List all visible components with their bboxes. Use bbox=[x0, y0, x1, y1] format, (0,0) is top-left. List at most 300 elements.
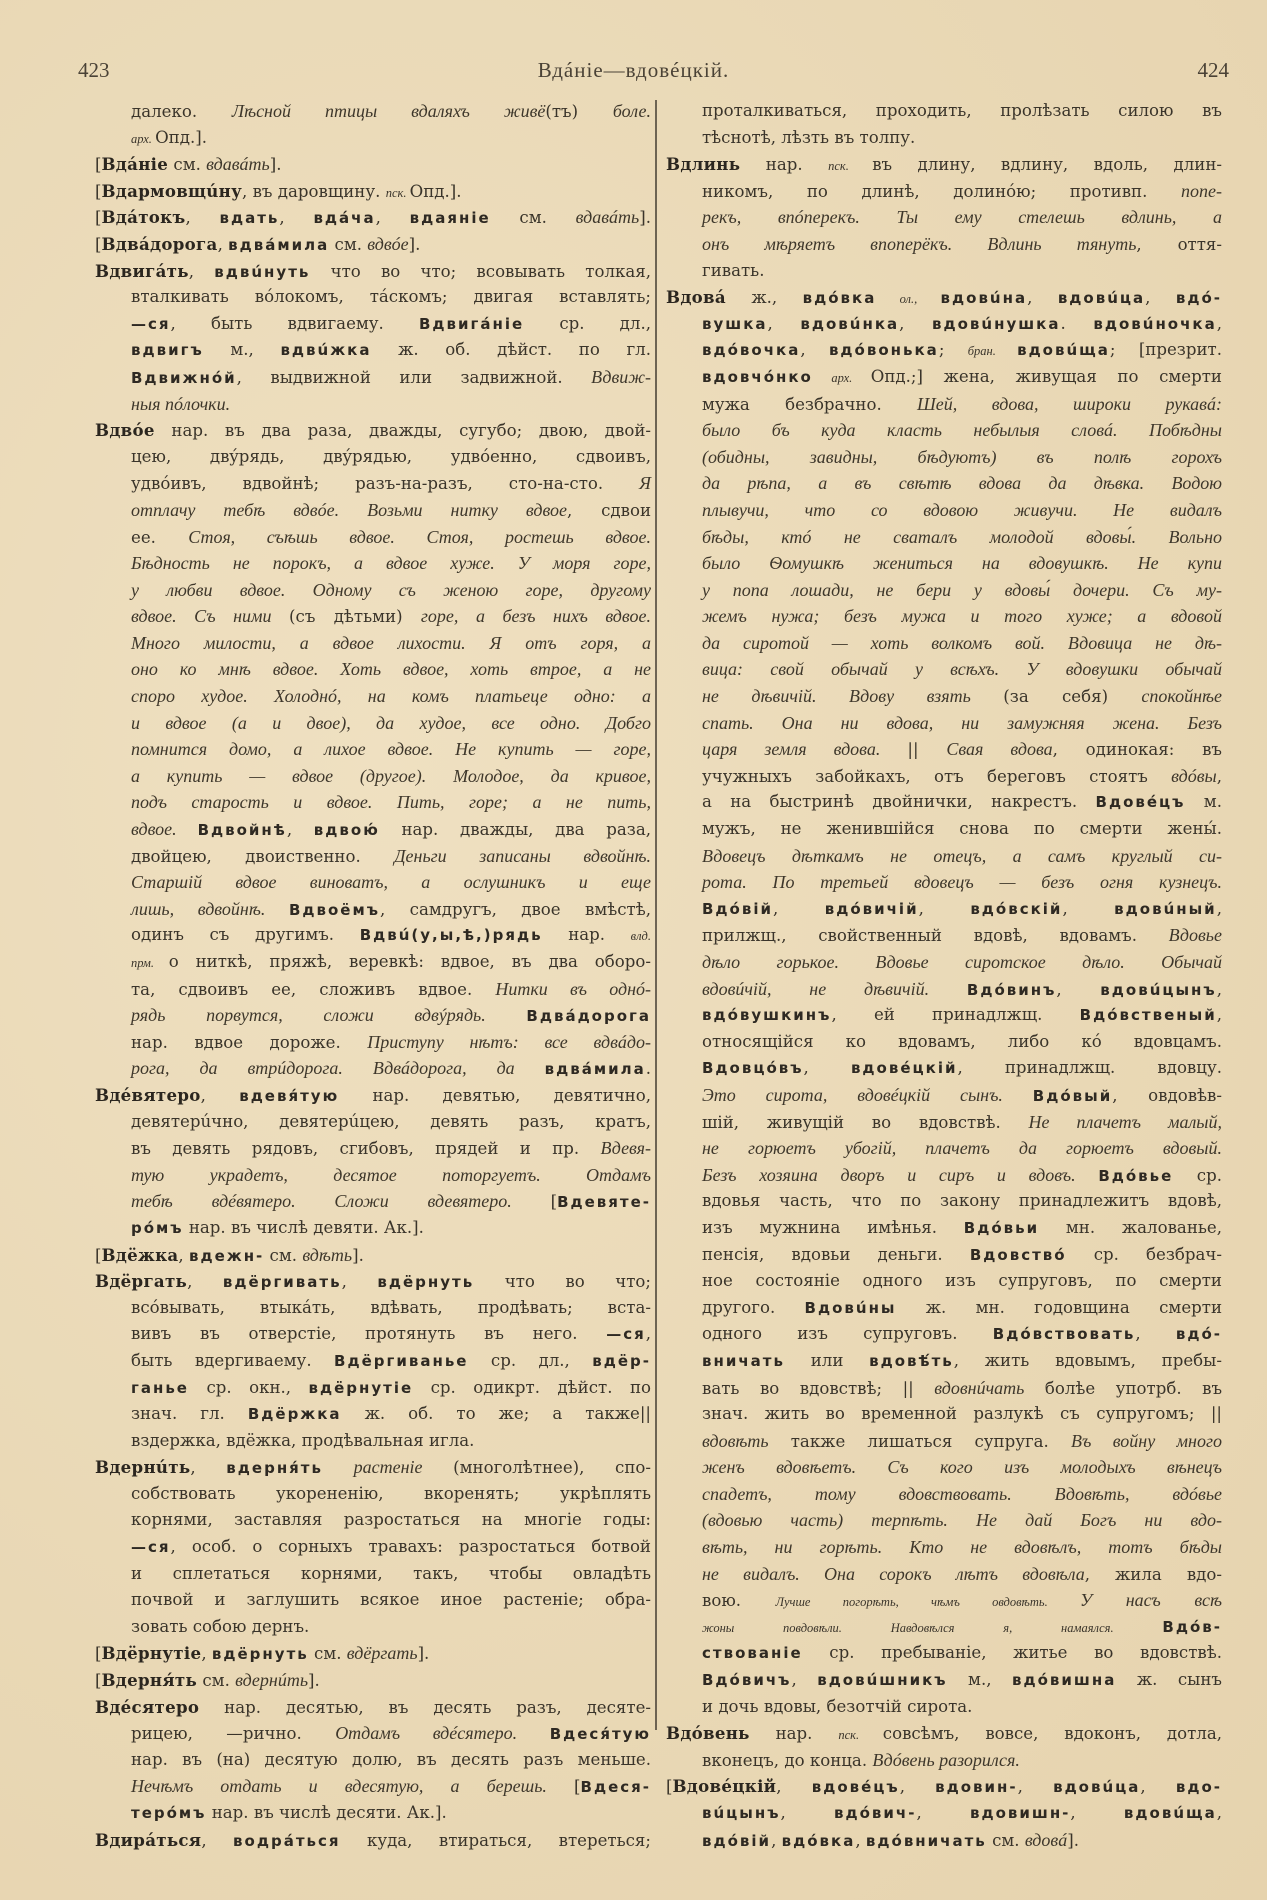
text: относящійся ко вдовамъ, либо кó вдовцамъ. bbox=[702, 1031, 1222, 1051]
italic-example: вдёргать bbox=[346, 1643, 418, 1664]
text-line bbox=[95, 417, 651, 444]
text-line bbox=[666, 630, 1222, 657]
bold-form: Вдóвственый bbox=[1079, 1006, 1217, 1025]
bold-form: рóмъ bbox=[131, 1218, 184, 1237]
italic-example: вдовѣть bbox=[702, 1430, 769, 1451]
italic-example: Въ войну много bbox=[1070, 1430, 1223, 1451]
bold-form: вдовéцъ bbox=[811, 1778, 900, 1797]
text: нар. bbox=[542, 925, 631, 945]
text-line bbox=[666, 1614, 1222, 1641]
text-line bbox=[95, 364, 651, 391]
text: мужъ, не женившійся снова по смерти жены́. bbox=[702, 819, 1222, 839]
italic-example: Вдевя- bbox=[600, 1138, 651, 1159]
text: ср. пребываніе, житье во вдовствѣ. bbox=[802, 1643, 1222, 1663]
small-label: пск. bbox=[828, 159, 873, 174]
text: , bbox=[201, 1830, 234, 1850]
text-line bbox=[666, 843, 1222, 870]
text: собствовать укорененію, вкоренять; укрѣплять bbox=[131, 1483, 651, 1503]
text-line bbox=[666, 470, 1222, 497]
headword: Вдёргать bbox=[95, 1271, 188, 1292]
text: , bbox=[776, 1777, 812, 1797]
italic-example: тебѣ вдéвятеро. Сложи вдевятеро. bbox=[131, 1191, 551, 1212]
text: (за себя) bbox=[1003, 687, 1142, 707]
text: , особ. о сорныхъ травахъ: разростаться ботвой bbox=[170, 1537, 651, 1557]
bold-form: вдовéцкій bbox=[850, 1059, 958, 1078]
italic-example: споро худое. Холоднó, на комъ платьеце одно: а bbox=[131, 686, 651, 707]
text: , bbox=[1140, 1777, 1176, 1797]
text: нар. въ числѣ десяти. Ак.]. bbox=[206, 1803, 447, 1822]
text-line bbox=[666, 1534, 1222, 1561]
text-line bbox=[95, 1375, 651, 1402]
text: пенсія, вдовьи деньги. bbox=[702, 1244, 970, 1264]
italic-example: Стоя, съѣшь вдвое. Стоя, ростешь вдвое. bbox=[188, 526, 651, 547]
text-line bbox=[666, 1747, 1222, 1774]
text: , bbox=[916, 1803, 970, 1822]
text-line bbox=[95, 311, 651, 338]
bold-form: Вдóвьи bbox=[963, 1218, 1040, 1237]
headword: Вдéсятеро bbox=[95, 1696, 200, 1717]
text-line bbox=[666, 1773, 1222, 1800]
text-line bbox=[95, 337, 651, 364]
text: , bbox=[341, 1272, 378, 1292]
text-line bbox=[666, 789, 1222, 816]
bold-form: Вдеся́тую bbox=[549, 1725, 652, 1744]
italic-example: вѣть, ни горѣть. Кто не вдовѣлъ, тотъ бѣды bbox=[702, 1537, 1222, 1558]
text-line bbox=[666, 763, 1222, 790]
italic-example: Не плачетъ малый, bbox=[1028, 1111, 1222, 1132]
italic-example: царя земля вдова. bbox=[702, 739, 908, 760]
text-line bbox=[95, 1507, 651, 1534]
text: , bbox=[1135, 1324, 1176, 1344]
italic-example: Безъ хозяина дворъ и сиръ и вдовъ. bbox=[702, 1164, 1099, 1185]
text: [ bbox=[95, 1671, 102, 1691]
text-line bbox=[95, 922, 651, 949]
bold-form: Вдвоёмъ bbox=[288, 900, 380, 919]
text: и дочь вдовы, безотчій сирота. bbox=[702, 1696, 973, 1716]
text: , bbox=[791, 1670, 818, 1690]
text: вивъ въ отверстіе, протянуть въ него. bbox=[131, 1324, 607, 1344]
text: знач. гл. bbox=[131, 1404, 248, 1424]
text-line bbox=[666, 896, 1222, 923]
text: [ bbox=[95, 181, 102, 201]
italic-example: Нечѣмъ отдать и вдесятую, а берешь. bbox=[131, 1776, 575, 1797]
text: никомъ, по длинѣ, долинóю; противп. bbox=[702, 181, 1182, 201]
italic-example: Это сирота, вдовéцкій сынъ. bbox=[702, 1084, 1033, 1105]
text: ; bbox=[938, 340, 968, 360]
text-line bbox=[95, 1720, 651, 1747]
small-label: ол., bbox=[876, 292, 941, 307]
italic-example: а купить — вдвое (другое). Молодое, да кривое, bbox=[131, 765, 651, 786]
bold-form: вдо- bbox=[1175, 1778, 1222, 1797]
italic-example: Бѣдность не порокъ, а вдвое хуже. У моря горе, bbox=[131, 553, 651, 574]
bold-form: вдерня́ть bbox=[226, 1459, 323, 1478]
italic-example: да рѣпа, а въ свѣтѣ вдова да дѣвка. Водою bbox=[702, 473, 1222, 494]
text-line bbox=[666, 497, 1222, 524]
bold-form: вдвáмила bbox=[228, 235, 330, 254]
text-line bbox=[666, 1295, 1222, 1322]
italic-example: вдовнúчать bbox=[934, 1377, 1025, 1398]
text-line bbox=[95, 125, 651, 152]
italic-example: лишь, вдвойнѣ. bbox=[131, 898, 289, 919]
bold-form: —ся bbox=[606, 1325, 646, 1344]
text: девятерúчно, девятерúцею, девять разъ, кратъ, bbox=[131, 1111, 651, 1131]
italic-example: Вдвиж- bbox=[591, 366, 651, 387]
text: корнями, заставляя разростаться на многіе годы: bbox=[131, 1510, 651, 1530]
italic-example: женъ вдовѣетъ. Съ кого изъ молодыхъ вѣнецъ bbox=[702, 1457, 1222, 1478]
text: см. bbox=[490, 208, 576, 228]
text: ср. окн., bbox=[188, 1377, 309, 1397]
text: ж. мн. годовщина смерти bbox=[896, 1297, 1222, 1317]
text: ]. bbox=[639, 208, 651, 228]
text-line bbox=[95, 258, 651, 285]
text: далеко. bbox=[131, 102, 232, 121]
bold-form: вдó- bbox=[1175, 289, 1222, 308]
bold-form: вдовчóнко bbox=[702, 367, 813, 386]
text: , bbox=[286, 820, 314, 840]
text-line bbox=[95, 524, 651, 551]
text: [ bbox=[574, 1777, 581, 1797]
italic-example: бѣды, ктó не сваталъ молодой вдовы́. Вольно bbox=[702, 526, 1222, 547]
text-line bbox=[666, 151, 1222, 178]
text: ж. об. то же; а также|| bbox=[341, 1404, 651, 1424]
small-label: бран. bbox=[967, 344, 1018, 359]
text-line bbox=[666, 231, 1222, 258]
headword: Вдлинь bbox=[666, 154, 741, 175]
bold-form: вдовúцынъ bbox=[1100, 980, 1217, 999]
text: , bbox=[279, 208, 314, 228]
text-line bbox=[95, 603, 651, 630]
text: мужа безбрачно. bbox=[702, 394, 917, 414]
text: , въ даровщину. bbox=[242, 181, 386, 201]
text: , жить вдовымъ, пребы- bbox=[953, 1350, 1222, 1370]
text: та, сдвоивъ ее, сложивъ вдвое. bbox=[131, 979, 496, 999]
text: , bbox=[1017, 1777, 1054, 1797]
text-line bbox=[95, 497, 651, 524]
text-line bbox=[95, 1640, 651, 1667]
text: , bbox=[217, 234, 229, 254]
text: зовать собою дернъ. bbox=[131, 1616, 310, 1636]
text: прилжщ., свойственный вдовѣ, вдовамъ. bbox=[702, 926, 1169, 946]
text-line bbox=[666, 311, 1222, 338]
text: ; [презрит. bbox=[1109, 340, 1222, 360]
text: учужныхъ забойкахъ, отъ береговъ стоятъ bbox=[702, 766, 1172, 786]
text: , bbox=[200, 1085, 240, 1105]
headword: Вдáтокъ bbox=[101, 207, 186, 228]
text-line bbox=[95, 763, 651, 790]
text: а на быстринѣ двойнички, накрестъ. bbox=[702, 792, 1096, 812]
headword: Вдвáдорога bbox=[101, 233, 218, 254]
text: мн. жалованье, bbox=[1039, 1217, 1223, 1237]
text-line bbox=[666, 1800, 1222, 1827]
text-line bbox=[95, 843, 651, 870]
italic-example: Нитки въ однó- bbox=[495, 978, 651, 999]
text: , самдругъ, двое вмѣстѣ, bbox=[380, 899, 652, 919]
bold-form: вдóвичій bbox=[824, 899, 919, 918]
text-line bbox=[666, 1188, 1222, 1215]
bold-form: Вдовцóвъ bbox=[702, 1059, 804, 1078]
bold-form: вдовúнушка bbox=[932, 314, 1061, 333]
text-line bbox=[666, 577, 1222, 604]
bold-form: вдвою́ bbox=[313, 821, 380, 840]
bold-form: Вдвáдорога bbox=[526, 1007, 651, 1026]
text-line bbox=[95, 1268, 651, 1295]
text: нар. девятью, девятично, bbox=[339, 1085, 651, 1105]
bold-form: вдáча bbox=[313, 209, 376, 228]
bold-form: Вдовúны bbox=[804, 1298, 897, 1317]
text-line bbox=[666, 1162, 1222, 1189]
running-header bbox=[0, 58, 1267, 88]
text: , bbox=[899, 313, 933, 333]
text: , bbox=[185, 208, 220, 228]
text-line bbox=[666, 1321, 1222, 1348]
text-line bbox=[95, 444, 651, 471]
text-line bbox=[95, 656, 651, 683]
text-line bbox=[95, 789, 651, 816]
text: м. bbox=[1185, 792, 1222, 812]
text: совсѣмъ, вовсе, вдоконъ, дотла, bbox=[882, 1724, 1222, 1744]
text: шій, живущій во вдовствѣ. bbox=[702, 1112, 1029, 1132]
italic-example: вдавáть bbox=[575, 207, 640, 228]
text: вталкивать вóлокомъ, тáскомъ; двигая вставлять; bbox=[131, 287, 651, 307]
bold-form: вдóвушкинъ bbox=[702, 1006, 832, 1025]
headword: Вдвигáть bbox=[95, 260, 189, 281]
text-line bbox=[95, 1029, 651, 1056]
text-line bbox=[95, 1667, 651, 1694]
small-label: арх. bbox=[812, 370, 871, 385]
text-line bbox=[95, 1614, 651, 1641]
text: ]. bbox=[417, 1644, 430, 1664]
text-line bbox=[95, 976, 651, 1003]
text-line bbox=[95, 1827, 651, 1854]
italic-example: растеніе bbox=[353, 1457, 423, 1478]
text: , bbox=[767, 313, 801, 333]
text-line bbox=[95, 1295, 651, 1322]
text: ср. безбрач- bbox=[1066, 1244, 1222, 1264]
text: , bbox=[187, 1272, 223, 1292]
text-line bbox=[666, 816, 1222, 843]
text: болѣе употрб. въ bbox=[1024, 1378, 1222, 1398]
text: ное состояніе одного изъ супруговъ, по смерти bbox=[702, 1271, 1222, 1291]
text: , bbox=[918, 898, 971, 918]
text: [ bbox=[95, 1644, 102, 1664]
italic-example: жемъ нужа; безъ мужа и того хуже; а вдовой bbox=[702, 606, 1222, 627]
italic-example: (обидны, завидны, бѣдуютъ) въ полѣ горохъ bbox=[702, 446, 1222, 467]
text-line bbox=[666, 1002, 1222, 1029]
text-line bbox=[95, 550, 651, 577]
text-line bbox=[666, 1587, 1222, 1614]
text: другого. bbox=[702, 1297, 805, 1317]
text-line bbox=[95, 151, 651, 178]
italic-example: Вдóвень разорился. bbox=[872, 1749, 1020, 1770]
text-line bbox=[95, 1587, 651, 1614]
italic-example: вдернúть bbox=[235, 1670, 309, 1691]
bold-form: ганье bbox=[131, 1378, 189, 1397]
bold-form: вдвáмила bbox=[544, 1060, 646, 1079]
text-line bbox=[666, 1055, 1222, 1082]
italic-example: и вдвое (а и двое), да худое, все одно. Добго bbox=[131, 712, 651, 733]
text: см. bbox=[168, 155, 207, 175]
text: о ниткѣ, пряжѣ, веревкѣ: вдвое, въ два оборо- bbox=[168, 952, 651, 971]
headword: Вдóвень bbox=[666, 1723, 750, 1744]
small-label: пск. bbox=[385, 185, 410, 200]
italic-example: Отдамъ вдéсятеро. bbox=[335, 1723, 550, 1744]
bold-form: вдóвка bbox=[781, 1831, 856, 1850]
text-line bbox=[95, 1534, 651, 1561]
text: ]. bbox=[308, 1671, 320, 1691]
bold-form: Вдовéцъ bbox=[1095, 793, 1186, 812]
running-title: Вдáніе—вдовéцкій. bbox=[537, 58, 730, 82]
bold-form: вдóвничать bbox=[865, 1831, 987, 1850]
italic-example: рядь порвутся, сложи вдвýрядь. bbox=[131, 1005, 527, 1026]
italic-example: Деньги записаны вдвойнѣ. bbox=[394, 845, 651, 866]
text-line bbox=[666, 1375, 1222, 1402]
text: , bbox=[375, 208, 410, 228]
italic-example: вдóвы bbox=[1171, 765, 1217, 786]
text: , bbox=[188, 261, 215, 281]
text: ее. bbox=[131, 527, 189, 547]
text-line bbox=[95, 896, 651, 923]
text-line bbox=[666, 1135, 1222, 1162]
italic-example: вдавáть bbox=[206, 154, 270, 175]
italic-example: рекъ, впóперекъ. Ты ему стелешь вдлинь, а bbox=[702, 207, 1222, 228]
italic-example: отплачу тебѣ вдвóе. Возьми нитку вдвое bbox=[131, 499, 568, 520]
text-line bbox=[666, 1720, 1222, 1747]
text: [ bbox=[95, 1245, 102, 1265]
text: Опд.]. bbox=[155, 127, 207, 147]
text-line bbox=[95, 284, 651, 311]
bold-form: Вдóвинъ bbox=[966, 980, 1057, 999]
page-number-right: 424 bbox=[1197, 58, 1229, 82]
bold-form: вушка bbox=[702, 314, 768, 333]
text: удвóивъ, вдвойнѣ; разъ-на-разъ, сто-на-сто. bbox=[131, 474, 640, 494]
bold-form: вдёр- bbox=[592, 1351, 652, 1370]
italic-example: Много милости, а вдвое лихости. Я отъ горя, а bbox=[131, 632, 651, 653]
bold-form: Вдóвичъ bbox=[702, 1671, 792, 1690]
italic-example: вдовá bbox=[1024, 1829, 1068, 1850]
bold-form: Вдеся- bbox=[580, 1778, 651, 1797]
text-line bbox=[95, 1401, 651, 1428]
text-line bbox=[666, 178, 1222, 205]
text: , bbox=[1070, 1803, 1124, 1822]
text: всóвывать, втыкáть, вдѣвать, продѣвать; вста- bbox=[131, 1297, 651, 1317]
italic-example: Шей, вдова, широки рукавá: bbox=[917, 393, 1222, 414]
text: Опд.]. bbox=[409, 181, 462, 201]
italic-example: Вдовье bbox=[1168, 925, 1222, 946]
headword: Вдéвятеро bbox=[95, 1084, 201, 1105]
italic-example: у попа лошади, не бери у вдовы́ дочери. Съ му- bbox=[702, 579, 1222, 600]
text-line bbox=[95, 231, 651, 258]
text-line bbox=[666, 683, 1222, 710]
text: ж., bbox=[725, 288, 803, 308]
text: [ bbox=[95, 234, 102, 254]
column-divider bbox=[655, 100, 657, 1730]
bold-form: вдовúща bbox=[1017, 341, 1110, 360]
text: [ bbox=[666, 1777, 673, 1797]
italic-example: было Ѳомушкѣ жениться на вдовушкѣ. Не купи bbox=[702, 553, 1222, 574]
text: Опд.;] жена, живущая по смерти bbox=[870, 366, 1222, 386]
text-line bbox=[95, 1773, 651, 1800]
text: , bbox=[1062, 898, 1115, 918]
text: , bbox=[1216, 898, 1222, 918]
text: см. bbox=[197, 1671, 236, 1691]
text-line bbox=[95, 1694, 651, 1721]
text-line bbox=[95, 710, 651, 737]
text: , bbox=[773, 898, 825, 918]
text-line bbox=[95, 1215, 651, 1242]
text: вконецъ, до конца. bbox=[702, 1750, 873, 1770]
bold-form: вдóвка bbox=[802, 289, 877, 308]
text: вать во вдовствѣ; || bbox=[702, 1378, 935, 1398]
text: въ длину, вдлину, вдоль, длин- bbox=[872, 155, 1222, 175]
text-line bbox=[95, 391, 651, 418]
text-line bbox=[666, 736, 1222, 763]
bold-form: вдóвскій bbox=[970, 899, 1063, 918]
italic-example: не горюетъ убогій, плачетъ да горюетъ вдовый. bbox=[702, 1138, 1222, 1159]
text: м., bbox=[203, 340, 281, 360]
text-line bbox=[95, 178, 651, 205]
text: ]. bbox=[408, 234, 421, 254]
text-line bbox=[666, 1242, 1222, 1269]
text: м., bbox=[947, 1670, 1012, 1690]
text-line bbox=[95, 683, 651, 710]
text: , bbox=[1216, 313, 1222, 333]
bold-form: —ся bbox=[131, 314, 171, 333]
text: , овдовѣв- bbox=[1112, 1085, 1222, 1105]
text: , bbox=[771, 1830, 782, 1850]
text: вою. bbox=[702, 1591, 776, 1611]
italic-example: спокойнѣе bbox=[1141, 686, 1223, 707]
italic-example: вдѣть bbox=[302, 1244, 353, 1265]
bold-form: вúцынъ bbox=[702, 1804, 781, 1822]
italic-example: (вдовью часть) терпѣть. Не дай Богъ ни вдо- bbox=[702, 1510, 1222, 1531]
text-line bbox=[95, 1481, 651, 1508]
text: нар. въ два раза, дважды, сугубо; двою, двой- bbox=[154, 421, 651, 441]
italic-example: не дѣвичій. Вдову взять bbox=[702, 686, 1004, 707]
bold-form: Вдвú(у,ы,ѣ,)рядь bbox=[359, 926, 543, 945]
text-line bbox=[666, 656, 1222, 683]
headword: Вдёжка bbox=[101, 1244, 179, 1265]
text: , выдвижной или задвижной. bbox=[236, 367, 592, 387]
text-line bbox=[666, 1640, 1222, 1667]
text-line bbox=[666, 603, 1222, 630]
bold-form: Вдóвый bbox=[1032, 1086, 1113, 1105]
text-line bbox=[666, 1454, 1222, 1481]
headword: Вдирáться bbox=[95, 1829, 202, 1850]
bold-form: вдовúный bbox=[1114, 899, 1217, 918]
text: знач. жить во временной разлукѣ съ супругомъ; || bbox=[702, 1404, 1222, 1424]
text: [ bbox=[550, 1192, 558, 1212]
small-label: жоны повдовѣли. Навдовѣлся я, намаялся. bbox=[702, 1620, 1163, 1635]
text: нар. bbox=[749, 1724, 839, 1744]
text: , ей принадлжщ. bbox=[831, 1005, 1080, 1025]
bold-form: вдовúна bbox=[940, 289, 1028, 308]
text-line bbox=[95, 1109, 651, 1136]
text: ср. дл., bbox=[468, 1350, 593, 1370]
bold-form: вдёргивать bbox=[222, 1273, 342, 1292]
text: или bbox=[784, 1350, 870, 1370]
text-line bbox=[666, 1827, 1222, 1854]
text: что во что; всовывать толкая, bbox=[310, 261, 651, 281]
text-line bbox=[95, 1454, 651, 1481]
text: [ bbox=[95, 155, 102, 175]
text: (многолѣтнее), спо- bbox=[422, 1458, 651, 1478]
text-line bbox=[666, 1694, 1222, 1721]
italic-example: онъ мѣряетъ впоперёкъ. Вдлинь тянуть bbox=[702, 233, 1137, 254]
text-line bbox=[95, 949, 651, 976]
text: проталкиваться, проходить, пролѣзать силою въ bbox=[702, 101, 1222, 120]
text: , bbox=[803, 1058, 851, 1078]
text: см. bbox=[329, 234, 368, 254]
